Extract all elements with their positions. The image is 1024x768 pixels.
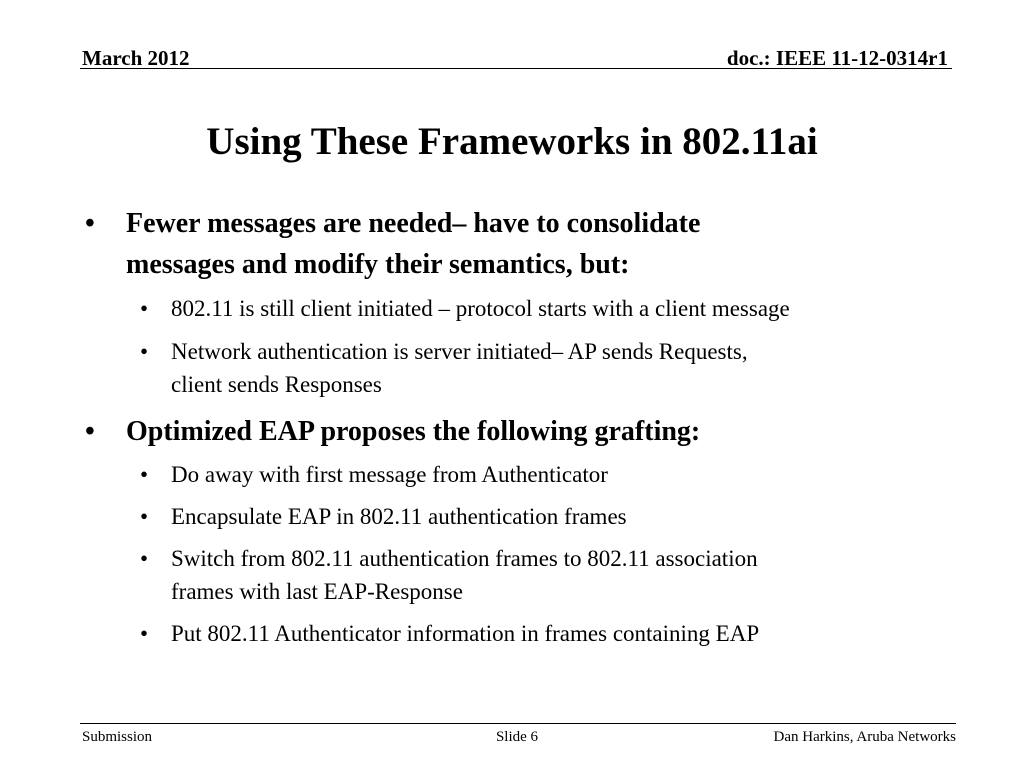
bullet-level2 <box>140 292 940 325</box>
bullet-line: client sends Responses <box>171 372 382 397</box>
bullet-line: Do away with first message from Authenticator <box>171 462 608 487</box>
footer-submission: Submission <box>82 729 153 745</box>
bullet-line: Switch from 802.11 authentication frames to 802.11 association <box>171 546 758 571</box>
footer-rule <box>80 723 956 724</box>
bullet-dot: • <box>140 504 149 529</box>
bullet-level2 <box>140 617 940 650</box>
bullet-level1 <box>85 411 905 452</box>
slide-title: Using These Frameworks in 802.11ai <box>206 120 818 163</box>
bullet-level2 <box>140 500 940 533</box>
bullet-line: Fewer messages are needed– have to consolidate <box>126 208 701 239</box>
header-date: March 2012 <box>82 46 190 70</box>
header-rule <box>80 68 952 69</box>
header-doc-id: doc.: IEEE 11-12-0314r1 <box>726 46 948 70</box>
bullet-line: messages and modify their semantics, but: <box>126 249 630 280</box>
bullet-dot: • <box>85 416 95 447</box>
bullet-dot: • <box>85 208 95 239</box>
bullet-line: 802.11 is still client initiated – protocol starts with a client message <box>171 296 790 321</box>
footer-author: Dan Harkins, Aruba Networks <box>773 729 956 745</box>
bullet-line: Optimized EAP proposes the following grafting: <box>126 416 701 447</box>
bullet-dot: • <box>140 462 149 487</box>
bullet-dot: • <box>140 296 149 321</box>
bullet-dot: • <box>140 546 149 571</box>
bullet-level2 <box>140 335 940 401</box>
bullet-dot: • <box>140 621 149 646</box>
bullet-level2 <box>140 458 940 491</box>
bullet-level1 <box>85 203 905 285</box>
bullet-line: Encapsulate EAP in 802.11 authentication frames <box>171 504 627 529</box>
bullet-level2 <box>140 542 940 608</box>
bullet-dot: • <box>140 339 149 364</box>
bullet-line: Put 802.11 Authenticator information in frames containing EAP <box>171 621 760 646</box>
footer-slide-number: Slide 6 <box>495 729 539 745</box>
bullet-line: frames with last EAP-Response <box>171 579 463 604</box>
bullet-line: Network authentication is server initiated– AP sends Requests, <box>171 339 748 364</box>
